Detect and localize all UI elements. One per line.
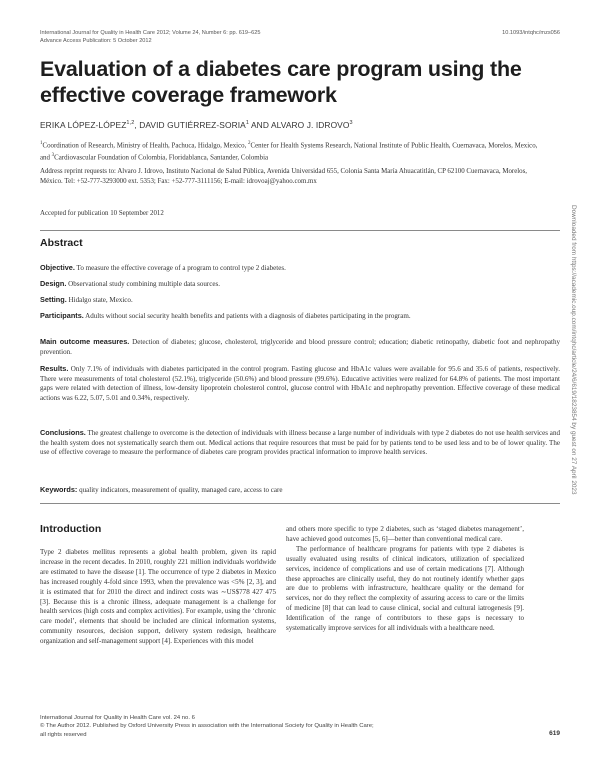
affiliation-text: Coordination of Research, Ministry of Health, Pachuca, Hidalgo, Mexico, [42, 142, 249, 150]
abstract-design [40, 279, 560, 290]
author-name: , DAVID GUTIÉRREZ-SORIA [134, 120, 246, 130]
section-label: Keywords: [40, 485, 78, 494]
section-label: Main outcome measures. [40, 337, 130, 346]
doi: 10.1093/intqhc/mzs056 [502, 30, 560, 36]
paragraph: and others more specific to type 2 diabetes, such as ‘staged diabetes management’, have achieved good outcomes [5, 6]—better than conventional medical care. [286, 525, 524, 543]
journal-line: International Journal for Quality in Health Care 2012; Volume 24, Number 6: pp. 619–625 [40, 30, 261, 36]
paragraph: The performance of healthcare programs for patients with type 2 diabetes is usually evaluated using results of clinical indicators, utilization of specialized services, incidence of complications and use of certain medications [7]. Although these approaches are clinically useful, they do not routinely identify whether gaps are due to problems with infrastructure, healthcare quality or the demand for services, nor do they reflect the complexity of assuring access to care or the limits of medicine [8] that can lead to cause clinical, social and cultural iatrogenesis [9]. Identification of the range of contributors to these gaps is necessary to systematically improve services for all individuals with a healthcare need. [286, 544, 524, 633]
section-text: Only 7.1% of individuals with diabetes participated in the control program. Fasting glucose and HbA1c values were available for 95.6 and 35.6 of patients, respectively. There were measurements of total cholesterol (52.1%), triglyceride (50.6%) and blood pressure (99.6%). Educative activities were realized for 64.8% of patients. The most important gaps were related with detection of illness, low-density lipoprotein cholesterol control, glucose control with HbA1c and nephropathy prevention. Effective coverage of these medical actions was 6.22, 5.07, 5.01 and 0.34%, respectively. [40, 365, 560, 403]
introduction-right-column [286, 525, 524, 634]
abstract-participants [40, 311, 560, 322]
abstract-heading: Abstract [40, 237, 83, 249]
section-text: Detection of diabetes; glucose, cholesterol, triglyceride and blood pressure control; education; diabetic retinopathy, diabetic foot and nephropathy prevention. [40, 338, 561, 356]
author-list [40, 120, 353, 130]
section-text: To measure the effective coverage of a program to control type 2 diabetes. [74, 264, 286, 272]
section-text: Adults without social security health benefits and patients with a diagnosis of diabetes participating in the program. [83, 312, 411, 320]
introduction-left-column [40, 548, 276, 647]
accepted-date: Accepted for publication 10 September 2012 [40, 210, 164, 217]
running-header [40, 30, 560, 45]
paragraph: Type 2 diabetes mellitus represents a global health problem, given its rapid increase in the recent decades. In 2010, roughly 221 million individuals worldwide are estimated to have the disease [1]. The occurrence of type 2 diabetes in Mexico has increased roughly 4-fold since 1993, when the prevalence was <5% [2, 3], and it is estimated that for 2010 the direct and indirect costs was ∼US$778 427 475 [3]. Because this is a chronic illness, adequate management is a challenge for health services (high costs and complex activities). For example, using the ‘chronic care model’, elements that should be included are clinical information systems, community resources, decision support, delivery system redesign, healthcare organization and self-management support [4]. Experiences with this model [40, 548, 276, 646]
affiliations [40, 139, 540, 163]
footer-rights: all rights reserved [40, 731, 87, 738]
article-title: Evaluation of a diabetes care program using the effective coverage framework [40, 57, 522, 107]
section-label: Design. [40, 279, 67, 288]
abstract-setting [40, 295, 560, 306]
download-watermark: Downloaded from https://academic.oup.com/intqhc/article/24/6/619/1823854 by guest on 27 April 2023 [570, 205, 577, 495]
divider [40, 230, 560, 231]
author-name: ERIKA LÓPEZ-LÓPEZ [40, 120, 127, 130]
section-label: Participants. [40, 311, 84, 320]
affiliation-marker: 3 [51, 152, 55, 158]
affiliation-text: Cardiovascular Foundation of Colombia, Floridablanca, Santander, Colombia [54, 154, 269, 162]
footer-copyright: © The Author 2012. Published by Oxford University Press in association with the International Society for Quality in Health Care; [40, 723, 374, 730]
section-label: Results. [40, 364, 69, 373]
section-label: Setting. [40, 295, 67, 304]
abstract-keywords [40, 485, 560, 496]
abstract-main-outcome [40, 337, 560, 357]
affiliation-marker: 1 [40, 141, 43, 146]
page-footer [40, 714, 560, 739]
section-label: Conclusions. [40, 428, 86, 437]
abstract-conclusions [40, 428, 560, 458]
section-label: Objective. [40, 263, 75, 272]
page-number: 619 [549, 730, 560, 737]
introduction-heading: Introduction [40, 523, 102, 535]
section-text: Hidalgo state, Mexico. [66, 296, 133, 304]
author-affiliation-marker: 1,2 [126, 120, 135, 127]
section-text: quality indicators, measurement of quality, managed care, access to care [77, 486, 283, 494]
section-text: The greatest challenge to overcome is the detection of individuals with illness because a large number of individuals with type 2 diabetes do not use health services and the health system does not systematically search them out. Medical actions that require resources that must be paid for by patients tend to be used less and to be of lower quality. The use of effective coverage to measure the performance of diabetes care program provides practical information to improve health services. [40, 429, 560, 457]
abstract-results [40, 364, 560, 404]
advance-access-line: Advance Access Publication: 5 October 2012 [40, 37, 152, 44]
footer-journal: International Journal for Quality in Health Care vol. 24 no. 6 [40, 715, 195, 721]
author-affiliation-marker: 1 [245, 120, 250, 127]
divider [40, 503, 560, 504]
author-affiliation-marker: 3 [349, 120, 353, 127]
abstract-objective [40, 263, 560, 274]
author-name: AND ALVARO J. IDROVO [249, 120, 350, 130]
affiliation-text: Center for Health Systems Research, National Institute of Public Health, Cuernavaca, Morelos, Mexico, and [40, 142, 538, 162]
section-text: Observational study combining multiple data sources. [66, 280, 220, 288]
reprint-address: Address reprint requests to: Alvaro J. Idrovo, Instituto Nacional de Salud Pública, Avenida Universidad 655, Colonia Santa María Ahuacatitlán, CP 62100 Cuernavaca, Morelos, México. Tel: +52-777-3293000 ext. 5353; Fax: +52-777-3111156; E-mail: idrovoaj@yahoo.com.mx [40, 168, 528, 185]
affiliation-marker: 2 [248, 141, 251, 146]
